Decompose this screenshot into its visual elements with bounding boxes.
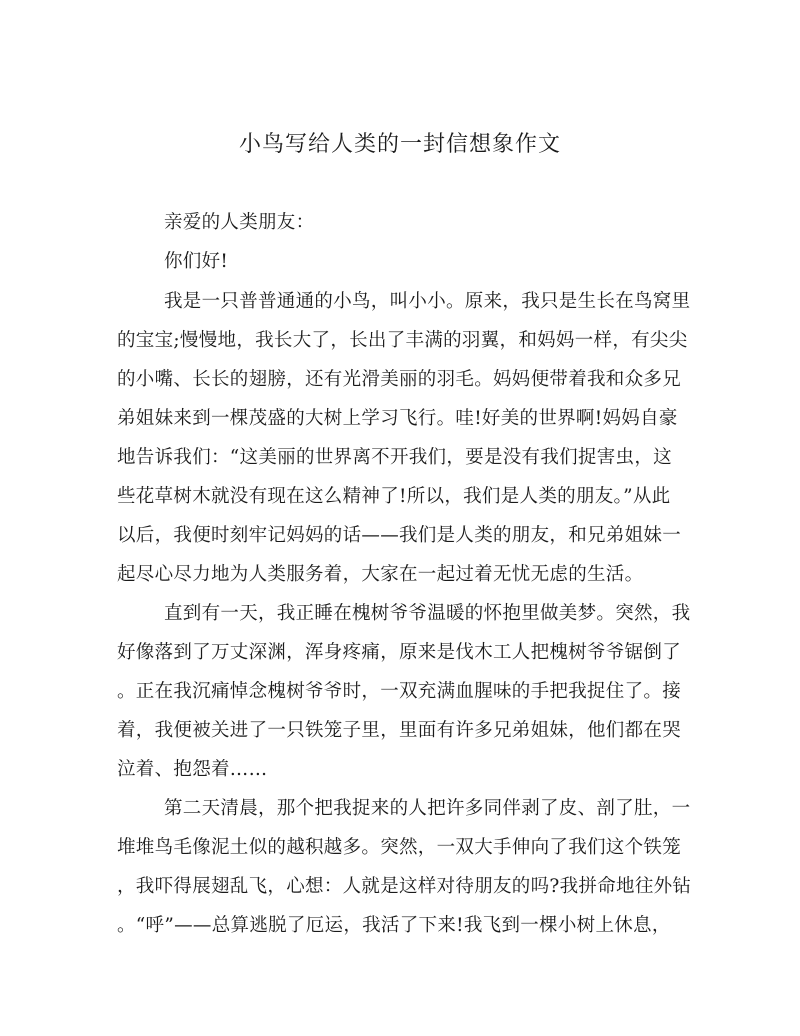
- greeting: 你们好!: [164, 251, 229, 272]
- paragraph-1-line-1: 我是一只普普通通的小鸟，叫小小。原来，我只是生长在鸟窝里: [164, 291, 691, 312]
- paragraph-3-line-3: ，我吓得展翅乱飞，心想：人就是这样对待朋友的吗?我拼命地往外钻: [117, 876, 692, 897]
- paragraph-2-line-5: 泣着、抱怨着……: [117, 759, 268, 780]
- paragraph-1-line-7: 以后，我便时刻牢记妈妈的话——我们是人类的朋友，和兄弟姐妹一: [117, 525, 682, 546]
- paragraph-3-line-2: 堆堆鸟毛像泥土似的越积越多。突然，一双大手伸向了我们这个铁笼: [117, 837, 682, 858]
- page-title: 小鸟写给人类的一封信想象作文: [238, 132, 561, 157]
- paragraph-2-line-4: 着，我便被关进了一只铁笼子里，里面有许多兄弟姐妹，他们都在哭: [117, 720, 682, 741]
- paragraph-2-line-2: 好像落到了万丈深渊，浑身疼痛，原来是伐木工人把槐树爷爷锯倒了: [117, 642, 682, 663]
- salutation: 亲爱的人类朋友：: [164, 212, 315, 233]
- paragraph-1-line-5: 地告诉我们：“这美丽的世界离不开我们，要是没有我们捉害虫，这: [117, 447, 672, 468]
- paragraph-1-line-8: 起尽心尽力地为人类服务着，大家在一起过着无忧无虑的生活。: [117, 564, 644, 585]
- paragraph-3-line-1: 第二天清晨，那个把我捉来的人把许多同伴剥了皮、剖了肚，一: [164, 798, 691, 819]
- paragraph-1-line-4: 弟姐妹来到一棵茂盛的大树上学习飞行。哇!好美的世界啊!妈妈自豪: [117, 408, 678, 429]
- paragraph-2-line-3: 。正在我沉痛悼念槐树爷爷时，一双充满血腥味的手把我捉住了。接: [117, 681, 682, 702]
- paragraph-1-line-6: 些花草树木就没有现在这么精神了!所以，我们是人类的朋友。”从此: [117, 486, 671, 507]
- paragraph-1-line-3: 的小嘴、长长的翅膀，还有光滑美丽的羽毛。妈妈便带着我和众多兄: [117, 369, 682, 390]
- paragraph-3-line-4: 。“呼”——总算逃脱了厄运，我活了下来!我飞到一棵小树上休息，: [117, 915, 671, 936]
- paragraph-1-line-2: 的宝宝;慢慢地，我长大了，长出了丰满的羽翼，和妈妈一样，有尖尖: [117, 330, 688, 351]
- paragraph-2-line-1: 直到有一天，我正睡在槐树爷爷温暖的怀抱里做美梦。突然，我: [164, 603, 691, 624]
